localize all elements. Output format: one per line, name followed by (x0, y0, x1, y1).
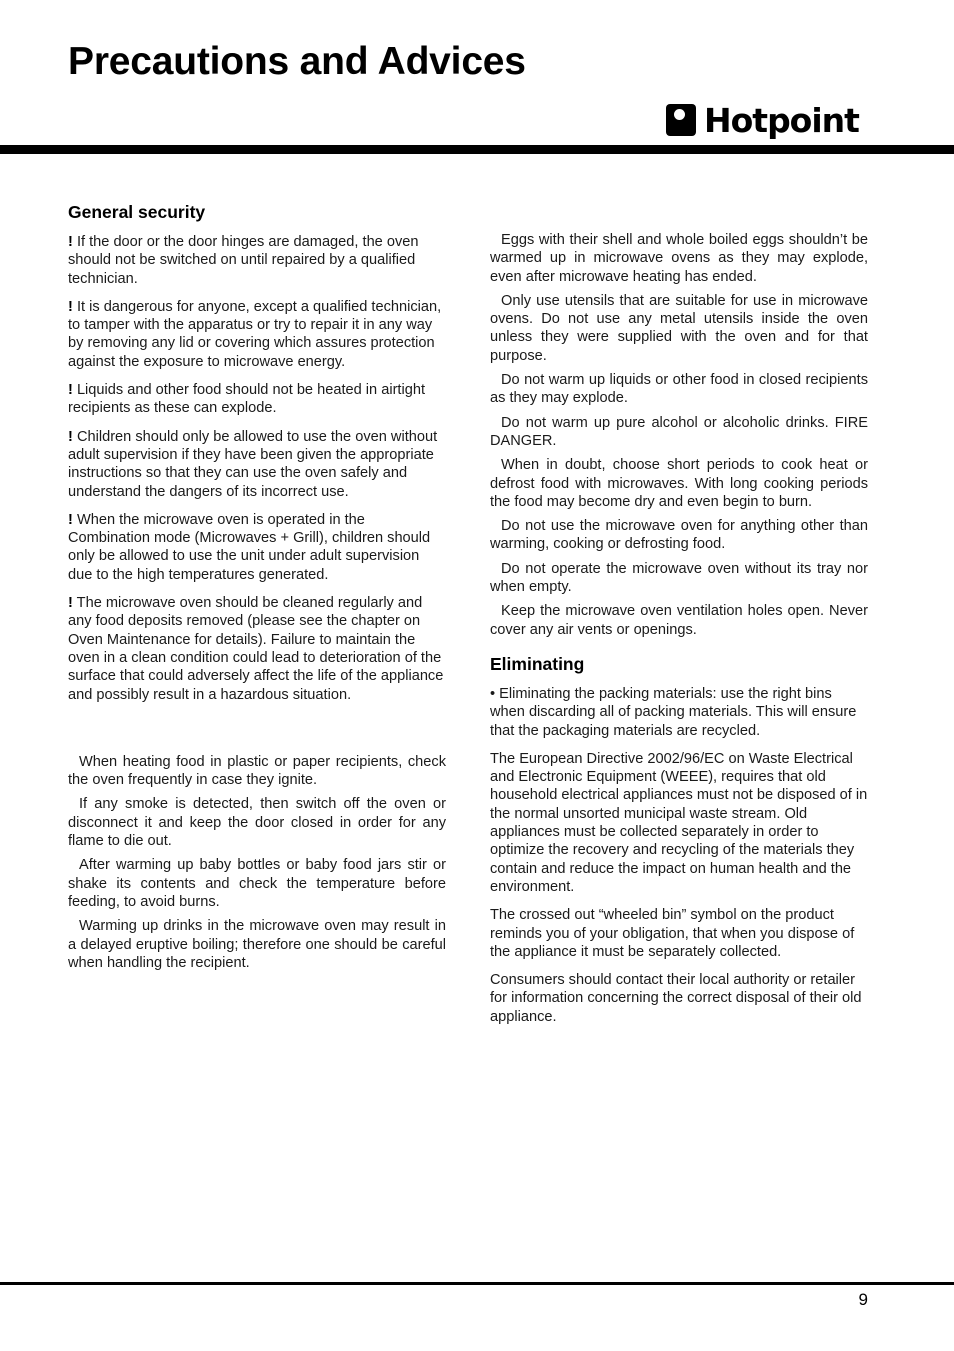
warning-item (68, 381, 446, 418)
warning-item (68, 298, 446, 371)
spacer (68, 714, 446, 753)
warning-item (68, 594, 446, 704)
warning-item (68, 428, 446, 501)
warning-mark: ! (68, 298, 73, 315)
advice-paragraph: Do not warm up pure alcohol or alcoholic drinks. FIRE DANGER. (490, 414, 868, 449)
warning-mark: ! (68, 511, 73, 528)
warning-item (68, 511, 446, 584)
warning-mark: ! (68, 595, 73, 612)
advice-paragraph: Do not use the microwave oven for anything other than warming, cooking or defrosting food. (490, 518, 868, 553)
advice-paragraph: If any smoke is detected, then switch off the oven or disconnect it and keep the door closed in order for any flame to die out. (68, 796, 446, 850)
warning-text: When the microwave oven is operated in the Combination mode (Microwaves + Grill), children should only be allowed to use the unit under adult supervision due to the high temperatures generated. (68, 511, 431, 583)
advice-paragraph: When in doubt, choose short periods to cook heat or defrost food with microwaves. With long cooking periods the food may become dry and even begin to burn. (490, 457, 868, 510)
warning-mark: ! (68, 382, 73, 399)
advice-paragraph: After warming up baby bottles or baby food jars stir or shake its contents and check the temperature before feeding, to avoid burns. (68, 857, 446, 910)
eliminating-paragraph: The European Directive 2002/96/EC on Waste Electrical and Electronic Equipment (WEEE), requires that old household electrical appliances must not be disposed of in the normal unsorted municipal waste stream. Old appliances must be collected separately in order to optimize the recovery and recycling of the materials they contain and reduce the impact on human health and the environment. (490, 750, 868, 895)
left-column (68, 201, 446, 978)
advice-paragraph: When heating food in plastic or paper recipients, check the oven frequently in case they ignite. (68, 753, 446, 789)
header-divider (0, 145, 954, 154)
right-column (490, 231, 868, 1036)
advice-paragraph: Do not warm up liquids or other food in closed recipients as they may explode. (490, 372, 868, 407)
warning-item (68, 233, 446, 288)
hotpoint-logo-icon (666, 104, 696, 136)
advice-paragraph: Do not operate the microwave oven without its tray nor when empty. (490, 560, 868, 596)
warning-text: The microwave oven should be cleaned regularly and any food deposits removed (please see the chapter on Oven Maintenance for details). Failure to maintain the oven in a clean condition could lead to deterioration of the surface that could adversely affect the life of the appliance and possibly result in a hazardous situation. (68, 595, 444, 703)
warning-text: Liquids and other food should not be heated in airtight recipients as these can explode. (68, 382, 426, 417)
page-number: 9 (858, 1290, 868, 1309)
eliminating-paragraph: • Eliminating the packing materials: use the right bins when discarding all of packing materials. This will ensure that the packaging materials are recycled. (490, 685, 857, 739)
advice-paragraph: Warming up drinks in the microwave oven may result in a delayed eruptive boiling; therefore one should be careful when handling the recipient. (68, 918, 446, 971)
warning-mark: ! (68, 234, 73, 250)
warning-text: It is dangerous for anyone, except a qualified technician, to tamper with the apparatus or try to repair it in any way by removing any lid or covering which assures protection against the exposure to microwave energy. (68, 298, 442, 370)
advice-paragraph: Keep the microwave oven ventilation holes open. Never cover any air vents or openings. (490, 603, 868, 638)
footer-divider (0, 1282, 954, 1285)
advice-paragraph: Eggs with their shell and whole boiled eggs shouldn’t be warmed up in microwave ovens as they may explode, even after microwave heating has ended. (490, 232, 868, 285)
warning-text: Children should only be allowed to use the oven without adult supervision if they have been given the appropriate instructions so that they can use the oven safely and understand the dangers of its incorrect use. (68, 428, 438, 500)
brand-logo (666, 100, 859, 140)
section-heading-eliminating: Eliminating (490, 653, 585, 674)
warning-text: If the door or the door hinges are damaged, the oven should not be switched on until repaired by a qualified technician. (68, 234, 419, 287)
section-heading-general-security: General security (68, 202, 206, 222)
warning-mark: ! (68, 428, 73, 445)
eliminating-paragraph: The crossed out “wheeled bin” symbol on the product reminds you of your obligation, that when you dispose of the appliance it must be separately collected. (490, 907, 855, 960)
page-title: Precautions and Advices (68, 40, 526, 83)
brand-name: Hotpoint (704, 100, 859, 140)
advice-paragraph: Only use utensils that are suitable for use in microwave ovens. Do not use any metal utensils inside the oven unless they were supplied with the oven and for that purpose. (490, 292, 868, 364)
eliminating-paragraph: Consumers should contact their local authority or retailer for information concerning the correct disposal of their old appliance. (490, 972, 862, 1025)
